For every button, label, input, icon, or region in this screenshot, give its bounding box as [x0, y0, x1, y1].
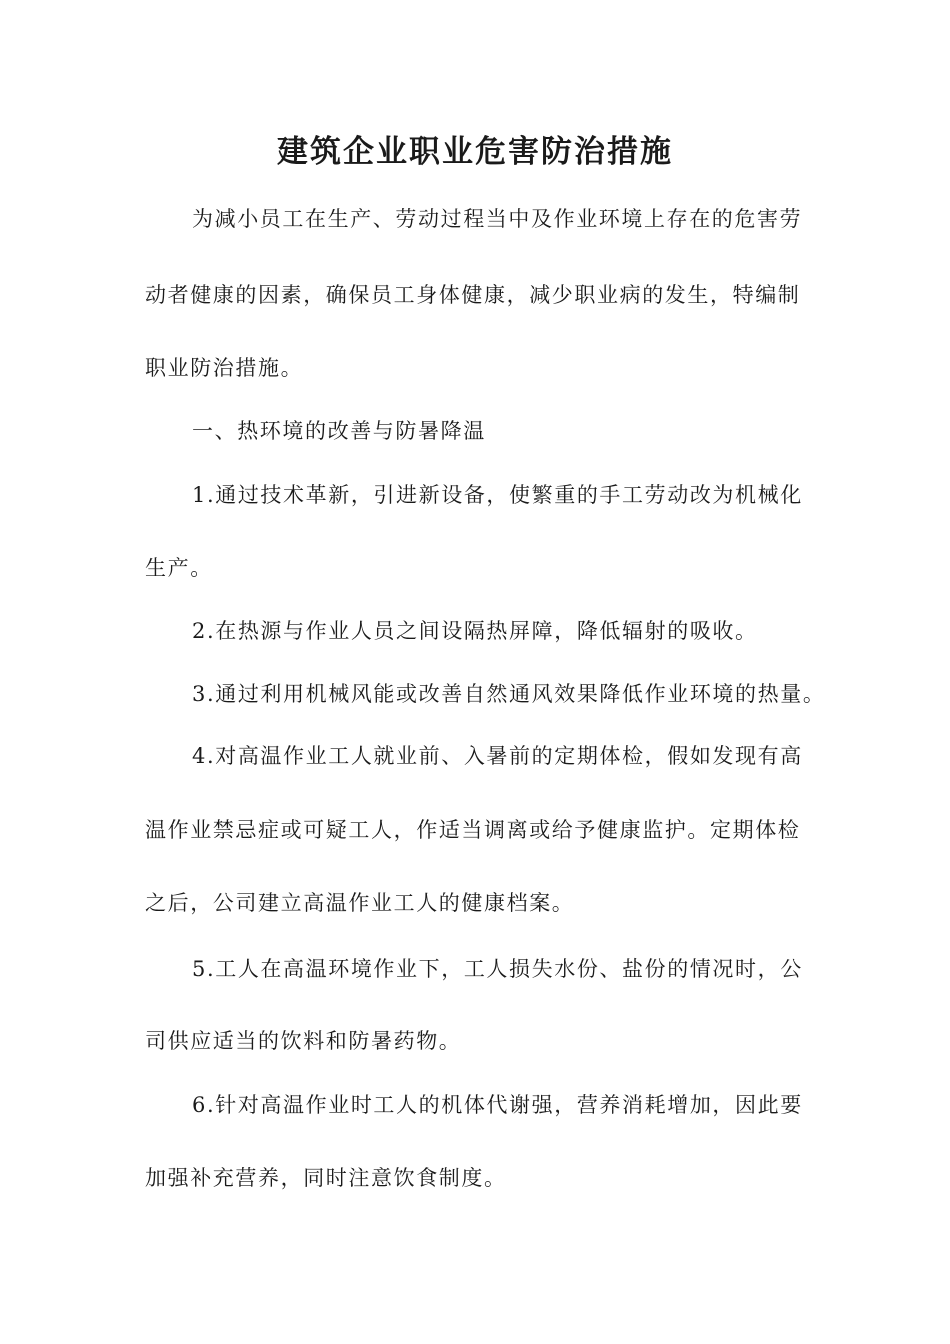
item-1-line-1: 1.通过技术革新，引进新设备，使繁重的手工劳动改为机械化	[192, 483, 803, 507]
item-1-line-2: 生产。	[145, 556, 213, 580]
paragraph-intro-line-2: 动者健康的因素，确保员工身体健康，减少职业病的发生，特编制	[145, 283, 801, 307]
item-6-line-2: 加强补充营养，同时注意饮食制度。	[145, 1166, 507, 1190]
item-6-line-1: 6.针对高温作业时工人的机体代谢强，营养消耗增加，因此要	[192, 1093, 803, 1117]
item-4-line-3: 之后，公司建立高温作业工人的健康档案。	[145, 891, 575, 915]
item-4-line-1: 4.对高温作业工人就业前、入暑前的定期体检，假如发现有高	[192, 744, 803, 768]
item-4-line-2: 温作业禁忌症或可疑工人，作适当调离或给予健康监护。定期体检	[145, 818, 801, 842]
item-2-line-1: 2.在热源与作业人员之间设隔热屏障，降低辐射的吸收。	[192, 619, 758, 643]
item-5-line-1: 5.工人在高温环境作业下，工人损失水份、盐份的情况时，公	[192, 957, 803, 981]
item-5-line-2: 司供应适当的饮料和防暑药物。	[145, 1029, 462, 1053]
paragraph-intro-line-3: 职业防治措施。	[145, 356, 304, 380]
section-heading-heat: 一、热环境的改善与防暑降温	[192, 419, 486, 443]
item-3-line-1: 3.通过利用机械风能或改善自然通风效果降低作业环境的热量。	[192, 682, 826, 706]
paragraph-intro-line-1: 为减小员工在生产、劳动过程当中及作业环境上存在的危害劳	[192, 207, 803, 231]
document-title: 建筑企业职业危害防治措施	[277, 134, 673, 170]
